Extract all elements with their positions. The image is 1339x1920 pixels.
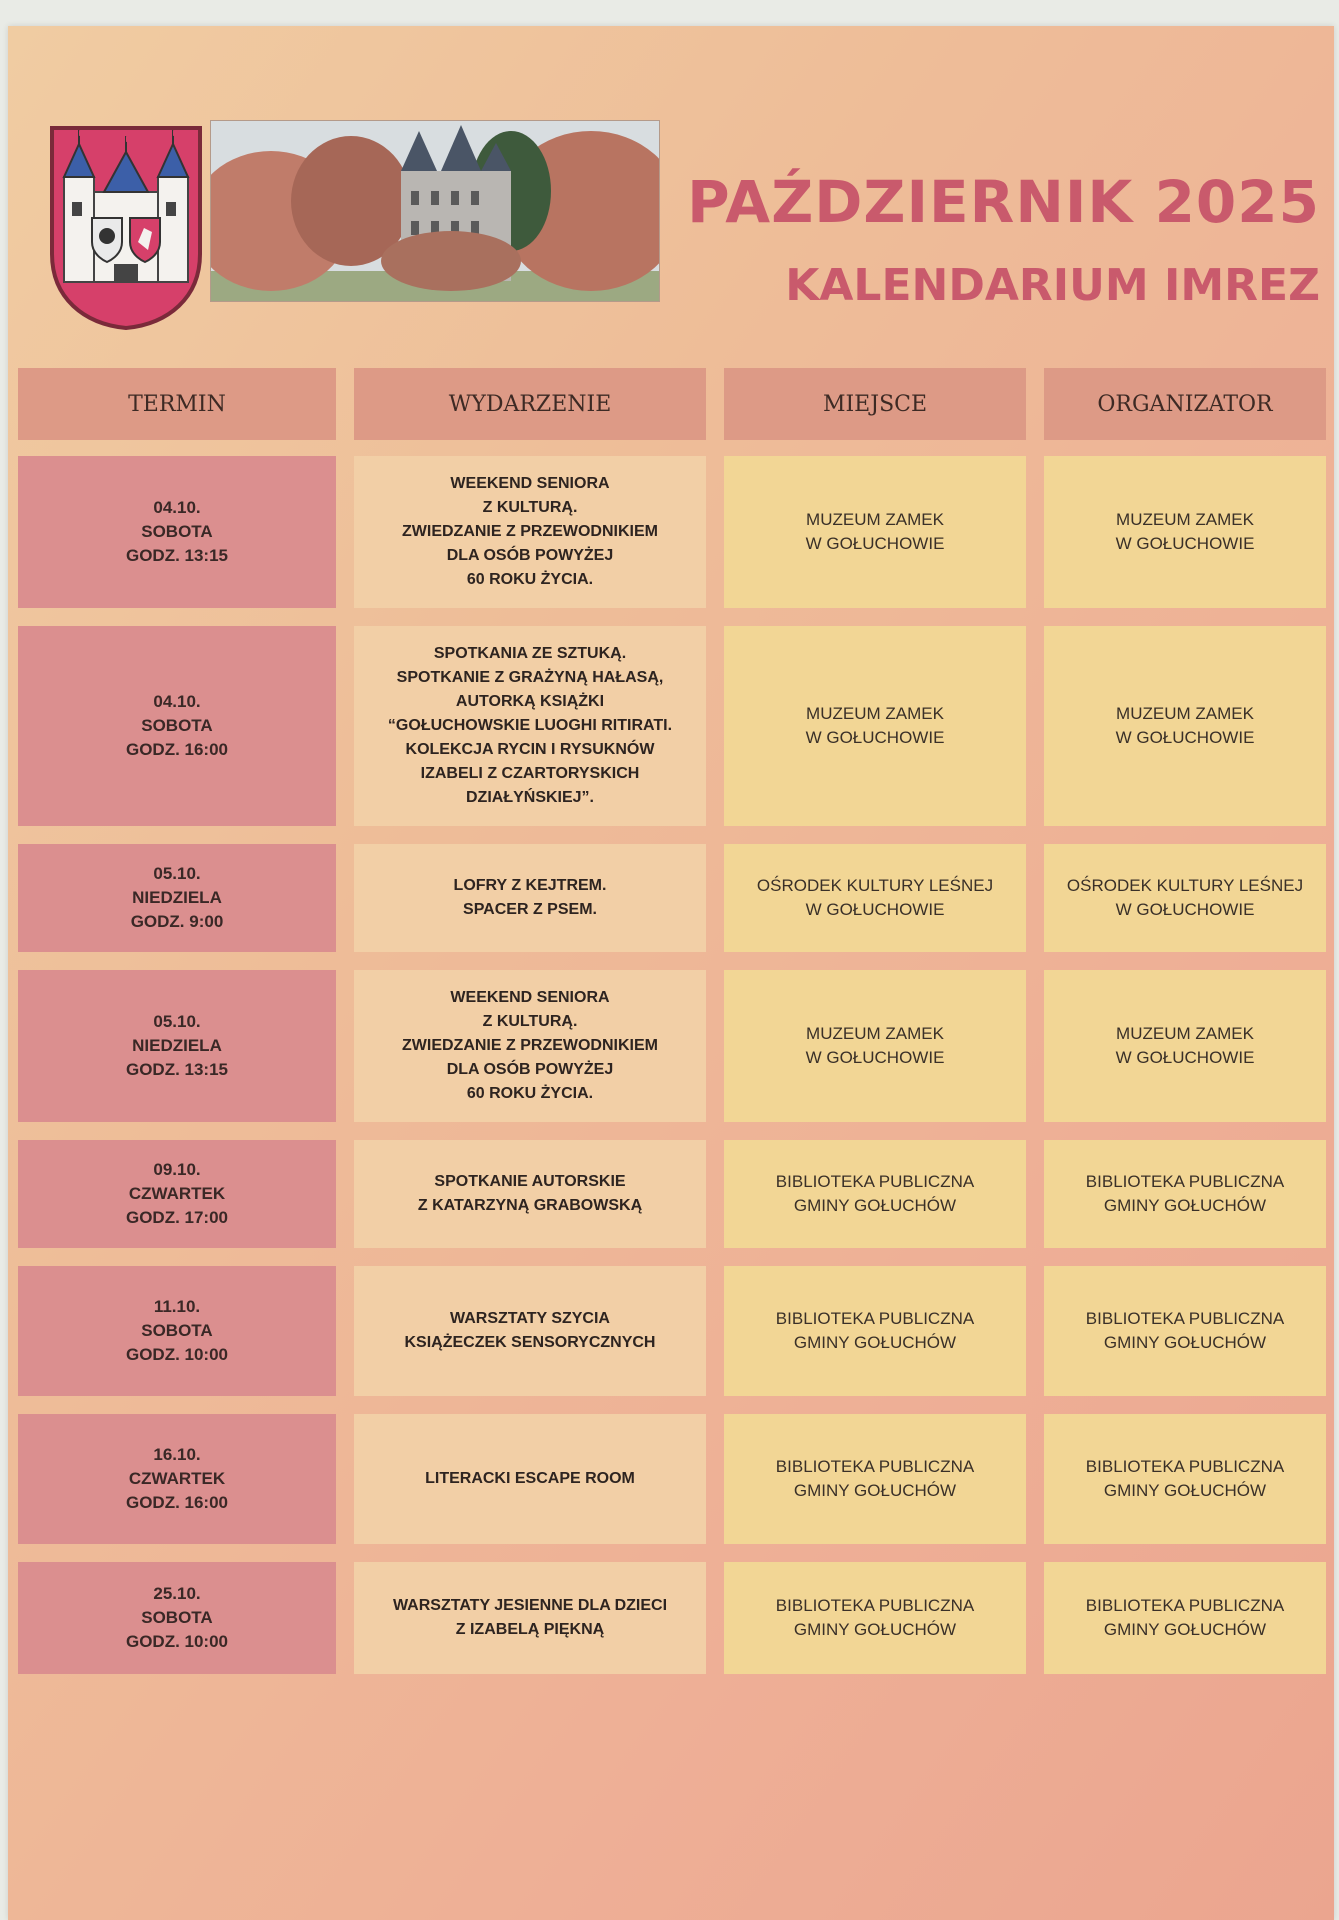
castle-photo [210,120,660,302]
event-cell: LOFRY Z KEJTREM. SPACER Z PSEM. [354,844,706,952]
column-header-place: MIEJSCE [724,368,1026,440]
term-cell: 11.10. SOBOTA GODZ. 10:00 [18,1266,336,1396]
organizer-cell: MUZEUM ZAMEK W GOŁUCHOWIE [1044,970,1326,1122]
table-header [18,368,1326,440]
event-cell: SPOTKANIE AUTORSKIE Z KATARZYNĄ GRABOWSKĄ [354,1140,706,1248]
organizer-cell: BIBLIOTEKA PUBLICZNA GMINY GOŁUCHÓW [1044,1562,1326,1674]
table-row [18,1414,1326,1544]
event-cell: LITERACKI ESCAPE ROOM [354,1414,706,1544]
place-cell: MUZEUM ZAMEK W GOŁUCHOWIE [724,626,1026,826]
column-header-term: TERMIN [18,368,336,440]
organizer-cell: MUZEUM ZAMEK W GOŁUCHOWIE [1044,456,1326,608]
place-cell: OŚRODEK KULTURY LEŚNEJ W GOŁUCHOWIE [724,844,1026,952]
term-cell: 05.10. NIEDZIELA GODZ. 13:15 [18,970,336,1122]
table-row [18,1140,1326,1248]
organizer-cell: BIBLIOTEKA PUBLICZNA GMINY GOŁUCHÓW [1044,1266,1326,1396]
term-cell: 25.10. SOBOTA GODZ. 10:00 [18,1562,336,1674]
organizer-cell: BIBLIOTEKA PUBLICZNA GMINY GOŁUCHÓW [1044,1414,1326,1544]
event-cell: WEEKEND SENIORA Z KULTURĄ. ZWIEDZANIE Z PRZEWODNIKIEM DLA OSÓB POWYŻEJ 60 ROKU ŻYCIA. [354,456,706,608]
page-subtitle: KALENDARIUM IMREZ [785,260,1320,311]
table-row [18,1562,1326,1674]
table-row [18,844,1326,952]
event-cell: WARSZTATY SZYCIA KSIĄŻECZEK SENSORYCZNYCH [354,1266,706,1396]
place-cell: MUZEUM ZAMEK W GOŁUCHOWIE [724,970,1026,1122]
place-cell: BIBLIOTEKA PUBLICZNA GMINY GOŁUCHÓW [724,1562,1026,1674]
term-cell: 04.10. SOBOTA GODZ. 13:15 [18,456,336,608]
organizer-cell: MUZEUM ZAMEK W GOŁUCHOWIE [1044,626,1326,826]
table-row [18,1266,1326,1396]
event-cell: SPOTKANIA ZE SZTUKĄ. SPOTKANIE Z GRAŻYNĄ HAŁASĄ, AUTORKĄ KSIĄŻKI “GOŁUCHOWSKIE LUOGHI RITIRATI. KOLEKCJA RYCIN I RYSUKNÓW IZABELI Z CZARTORYSKICH DZIAŁYŃSKIEJ”. [354,626,706,826]
table-row [18,626,1326,826]
page-title: PAŹDZIERNIK 2025 [687,168,1320,236]
table-row [18,970,1326,1122]
event-cell: WEEKEND SENIORA Z KULTURĄ. ZWIEDZANIE Z PRZEWODNIKIEM DLA OSÓB POWYŻEJ 60 ROKU ŻYCIA. [354,970,706,1122]
term-cell: 16.10. CZWARTEK GODZ. 16:00 [18,1414,336,1544]
place-cell: MUZEUM ZAMEK W GOŁUCHOWIE [724,456,1026,608]
place-cell: BIBLIOTEKA PUBLICZNA GMINY GOŁUCHÓW [724,1140,1026,1248]
term-cell: 09.10. CZWARTEK GODZ. 17:00 [18,1140,336,1248]
column-header-organizer: ORGANIZATOR [1044,368,1326,440]
coat-of-arms-icon [46,122,206,332]
events-table [18,368,1326,1692]
term-cell: 05.10. NIEDZIELA GODZ. 9:00 [18,844,336,952]
term-cell: 04.10. SOBOTA GODZ. 16:00 [18,626,336,826]
place-cell: BIBLIOTEKA PUBLICZNA GMINY GOŁUCHÓW [724,1414,1026,1544]
organizer-cell: BIBLIOTEKA PUBLICZNA GMINY GOŁUCHÓW [1044,1140,1326,1248]
organizer-cell: OŚRODEK KULTURY LEŚNEJ W GOŁUCHOWIE [1044,844,1326,952]
column-header-event: WYDARZENIE [354,368,706,440]
place-cell: BIBLIOTEKA PUBLICZNA GMINY GOŁUCHÓW [724,1266,1026,1396]
table-row [18,456,1326,608]
event-cell: WARSZTATY JESIENNE DLA DZIECI Z IZABELĄ PIĘKNĄ [354,1562,706,1674]
